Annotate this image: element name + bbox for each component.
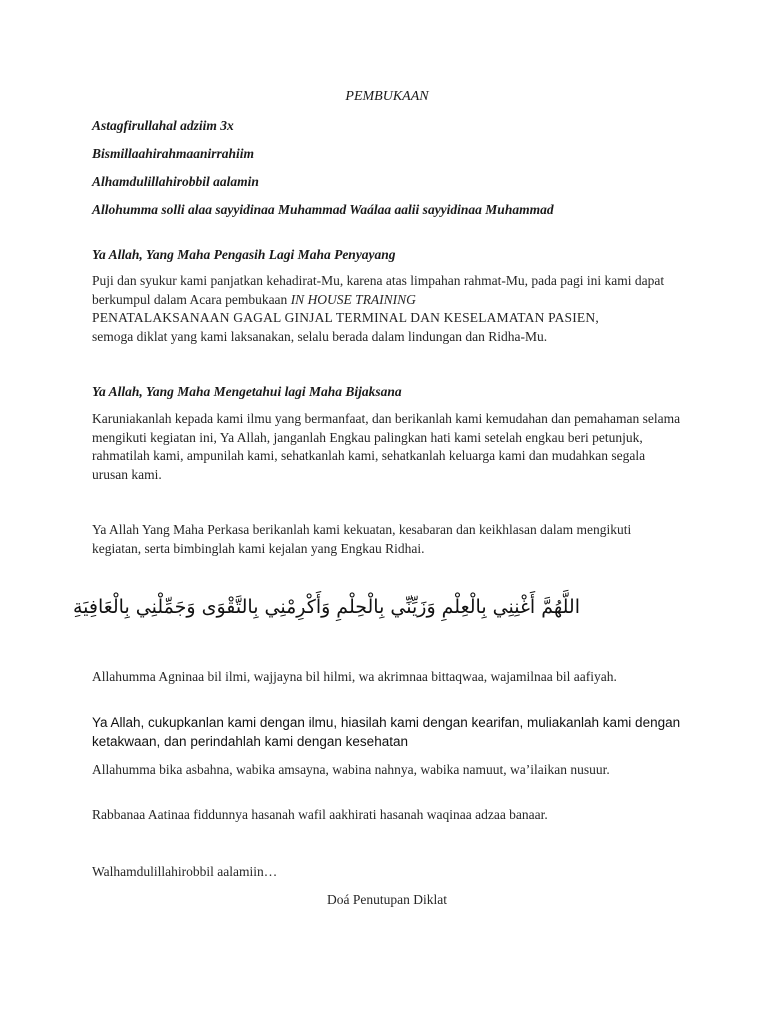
paragraph-text: Puji dan syukur kami panjatkan kehadirat-Mu, karena atas limpahan rahmat-Mu, pada pagi ini kami dapat berkumpul dalam Acara pembukaan (92, 273, 665, 307)
transliteration: Allahumma Agninaa bil ilmi, wajjayna bil hilmi, wa akrimnaa bittaqwaa, wajamilnaa bil aafiyah. (92, 669, 617, 684)
morning-prayer: Allahumma bika asbahna, wabika amsayna, wabina nahnya, wabika namuut, wa’ilaikan nusuur. (92, 762, 610, 777)
event-title-caps: PENATALAKSANAAN GAGAL GINJAL TERMINAL DAN KESELAMATAN PASIEN, (92, 310, 599, 325)
closing-line: Walhamdulillahirobbil aalamiin… (92, 864, 278, 879)
opening-line-shalawat: Allohumma solli alaa sayyidinaa Muhammad Waálaa aalii sayyidinaa Muhammad (92, 202, 554, 217)
footer-caption: Doá Penutupan Diklat (327, 892, 447, 907)
page-title: PEMBUKAAN (345, 89, 429, 104)
section-heading: Ya Allah, Yang Maha Pengasih Lagi Maha Penyayang (92, 247, 396, 262)
paragraph-text: semoga diklat yang kami laksanakan, selalu berada dalam lindungan dan Ridha-Mu. (92, 328, 548, 344)
arabic-prayer: اللَّهُمَّ أَغْنِنِي بِالْعِلْمِ وَزَيِّنِّي بِالْحِلْمِ وَأَكْرِمْنِي بِالتَّقْوَى وَجَمِّلْنِي بِالْعَافِيَةِ (72, 596, 580, 618)
paragraph-opening (92, 272, 682, 346)
section-heading: Ya Allah, Yang Maha Mengetahui lagi Maha Bijaksana (92, 384, 402, 399)
opening-line-hamdalah: Alhamdulillahirobbil aalamin (92, 174, 259, 189)
opening-line-basmalah: Bismillaahirahmaanirrahiim (92, 146, 255, 161)
translation: Ya Allah, cukupkanlan kami dengan ilmu, hiasilah kami dengan kearifan, muliakanlah kami dengan ketakwaan, dan perindahlah kami dengan kesehatan (92, 715, 681, 749)
event-name-italic: IN HOUSE TRAINING (290, 291, 416, 307)
paragraph-supplication: Karuniakanlah kepada kami ilmu yang bermanfaat, dan berikanlah kami kemudahan dan pemahaman selama mengikuti kegiatan ini, Ya Allah, janganlah Engkau palingkan hati kami setelah engkau beri petunjuk, rahmatilah kami, ampunilah kami, sehatkanlah kami, sehatkanlah keluarga kami dan mudahkan segala urusan kami. (92, 411, 681, 482)
paragraph-strength: Ya Allah Yang Maha Perkasa berikanlah kami kekuatan, kesabaran dan keikhlasan dalam mengikuti kegiatan, serta bimbinglah kami kejalan yang Engkau Ridhai. (92, 522, 632, 556)
opening-line-istighfar: Astagfirullahal adziim 3x (92, 118, 234, 133)
rabbana-prayer: Rabbanaa Aatinaa fiddunnya hasanah wafil aakhirati hasanah waqinaa adzaa banaar. (92, 807, 548, 822)
